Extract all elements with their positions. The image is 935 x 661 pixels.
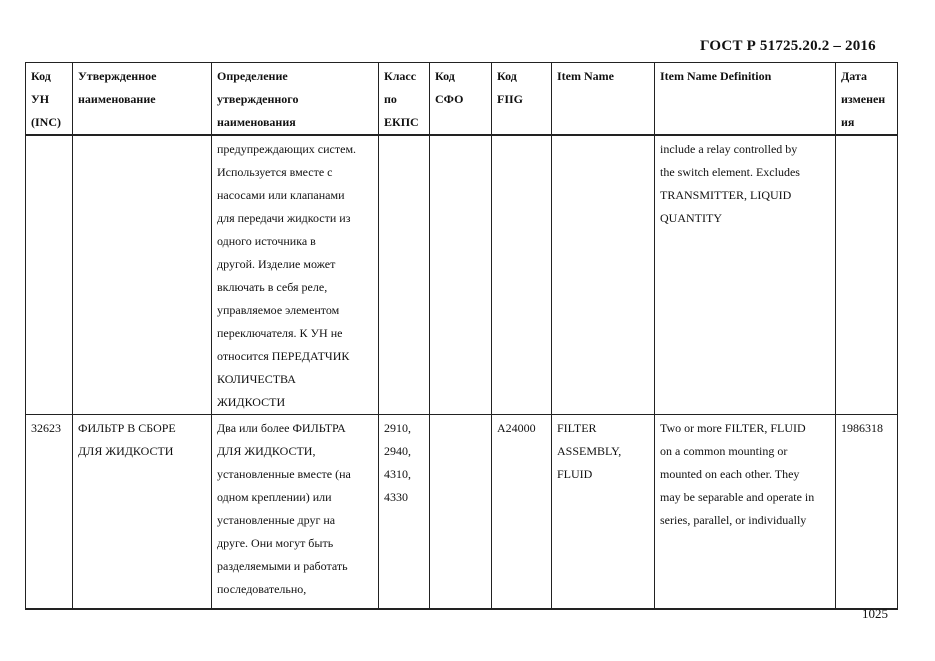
col-header-class: Класс по ЕКПС (379, 63, 430, 136)
cell-definition: Два или более ФИЛЬТРА ДЛЯ ЖИДКОСТИ, установленные вместе (на одном креплении) или установленные друг на друге. Они могут быть разделяемыми и работать последовательно, (212, 415, 379, 609)
col-header-date: Дата изменен ия (836, 63, 898, 136)
col-header-item-name: Item Name (552, 63, 655, 136)
col-header-item-definition: Item Name Definition (655, 63, 836, 136)
item-names-table (25, 62, 898, 610)
cell-approved-name (73, 135, 212, 415)
cell-item-name: FILTER ASSEMBLY, FLUID (552, 415, 655, 609)
table-row (26, 135, 898, 415)
table-row (26, 415, 898, 609)
cell-inc: 32623 (26, 415, 73, 609)
cell-class: 2910, 2940, 4310, 4330 (379, 415, 430, 609)
cell-inc (26, 135, 73, 415)
page-number: 1025 (862, 606, 888, 621)
cell-date: 1986318 (836, 415, 898, 609)
cell-item-definition: Two or more FILTER, FLUID on a common mounting or mounted on each other. They may be separable and operate in series, parallel, or individually (655, 415, 836, 609)
col-header-inc: Код УН (INC) (26, 63, 73, 136)
col-header-fiig: Код FIIG (492, 63, 552, 136)
cell-class (379, 135, 430, 415)
col-header-definition: Определение утвержденного наименования (212, 63, 379, 136)
cell-fiig (492, 135, 552, 415)
table-header-row (26, 63, 898, 136)
cell-fiig: A24000 (492, 415, 552, 609)
col-header-sfo: Код СФО (430, 63, 492, 136)
cell-item-definition: include a relay controlled by the switch element. Excludes TRANSMITTER, LIQUID QUANTITY (655, 135, 836, 415)
cell-date (836, 135, 898, 415)
document-standard-title: ГОСТ Р 51725.20.2 – 2016 (700, 38, 876, 54)
cell-sfo (430, 415, 492, 609)
col-header-approved-name: Утвержденное наименование (73, 63, 212, 136)
cell-sfo (430, 135, 492, 415)
cell-approved-name: ФИЛЬТР В СБОРЕ ДЛЯ ЖИДКОСТИ (73, 415, 212, 609)
cell-definition: предупреждающих систем. Используется вместе с насосами или клапанами для передачи жидкости из одного источника в другой. Изделие может включать в себя реле, управляемое элементом переключателя. К УН не относится ПЕРЕДАТЧИК КОЛИЧЕСТВА ЖИДКОСТИ (212, 135, 379, 415)
cell-item-name (552, 135, 655, 415)
